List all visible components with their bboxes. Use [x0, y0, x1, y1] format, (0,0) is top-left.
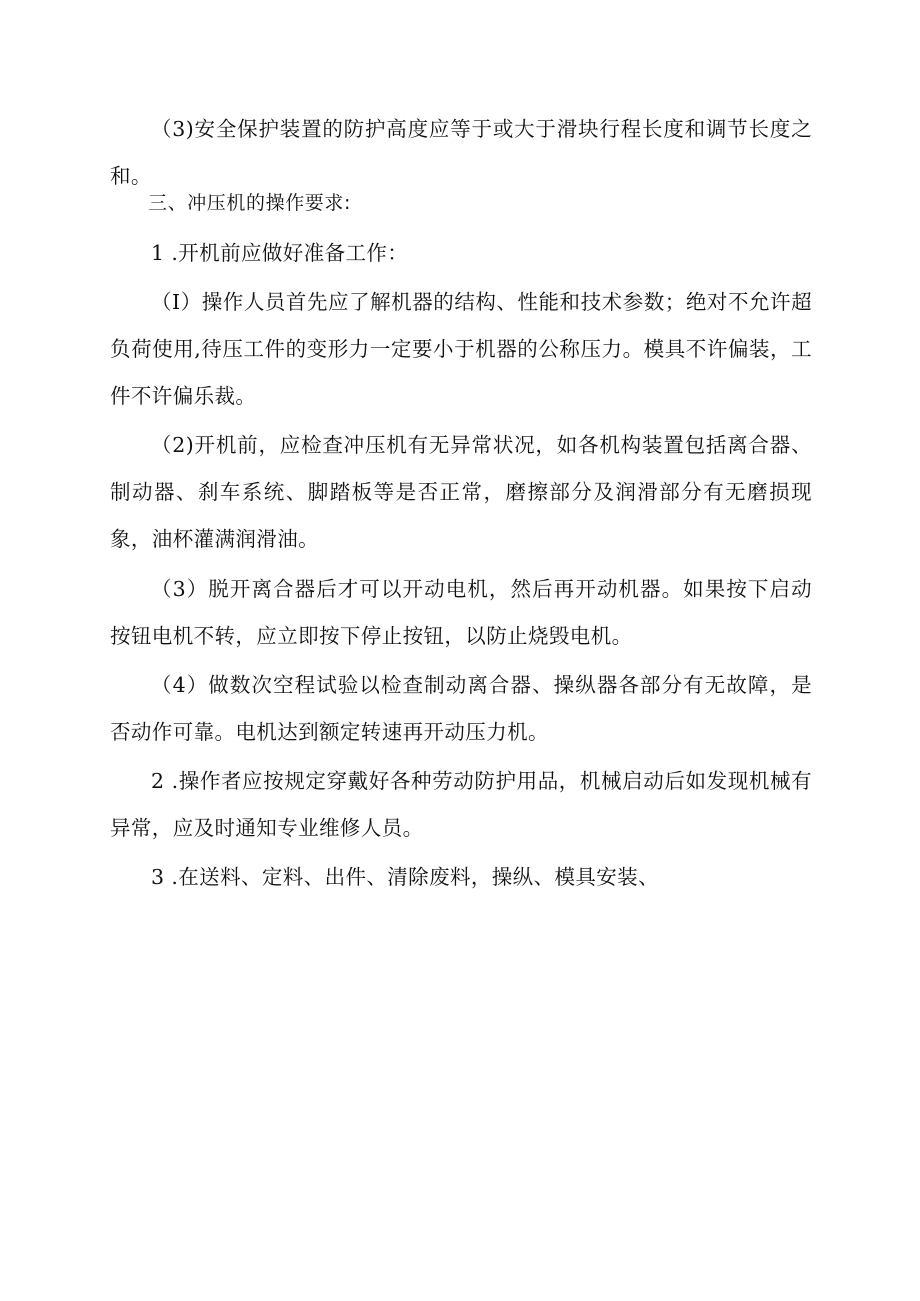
- subitem-4-idle-test: （4）做数次空程试验以检查制动离合器、操纵器各部分有无故障，是否动作可靠。电机达到额定转速再开动压力机。: [110, 673, 812, 744]
- item-2-protective-gear: 2 .操作者应按规定穿戴好各种劳动防护用品，机械启动后如发现机械有异常，应及时通知专业维修人员。: [110, 769, 812, 840]
- item-1-preparation: 1 .开机前应做好准备工作：: [151, 241, 409, 265]
- subitem-3-start-motor: （3）脱开离合器后才可以开动电机，然后再开动机器。如果按下启动按钮电机不转，应立即按下停止按钮，以防止烧毁电机。: [110, 577, 812, 648]
- section-heading-operation-requirements: 三、冲压机的操作要求:: [148, 192, 352, 214]
- paragraph-safety-height: （3)安全保护装置的防护高度应等于或大于滑块行程长度和调节长度之和。: [110, 117, 812, 188]
- subitem-2-check-press: （2)开机前，应检查冲压机有无异常状况，如各机构装置包括离合器、制动器、刹车系统、脚踏板等是否正常，磨擦部分及润滑部分有无磨损现象，油杯灌满润滑油。: [110, 433, 812, 551]
- item-3-feeding: 3 .在送料、定料、出件、清除废料，操纵、模具安装、: [151, 865, 659, 889]
- subitem-1-know-machine: （I）操作人员首先应了解机器的结构、性能和技术参数；绝对不允许超负荷使用,待压工件的变形力一定要小于机器的公称压力。模具不许偏装，工件不许偏乐裁。: [110, 290, 812, 408]
